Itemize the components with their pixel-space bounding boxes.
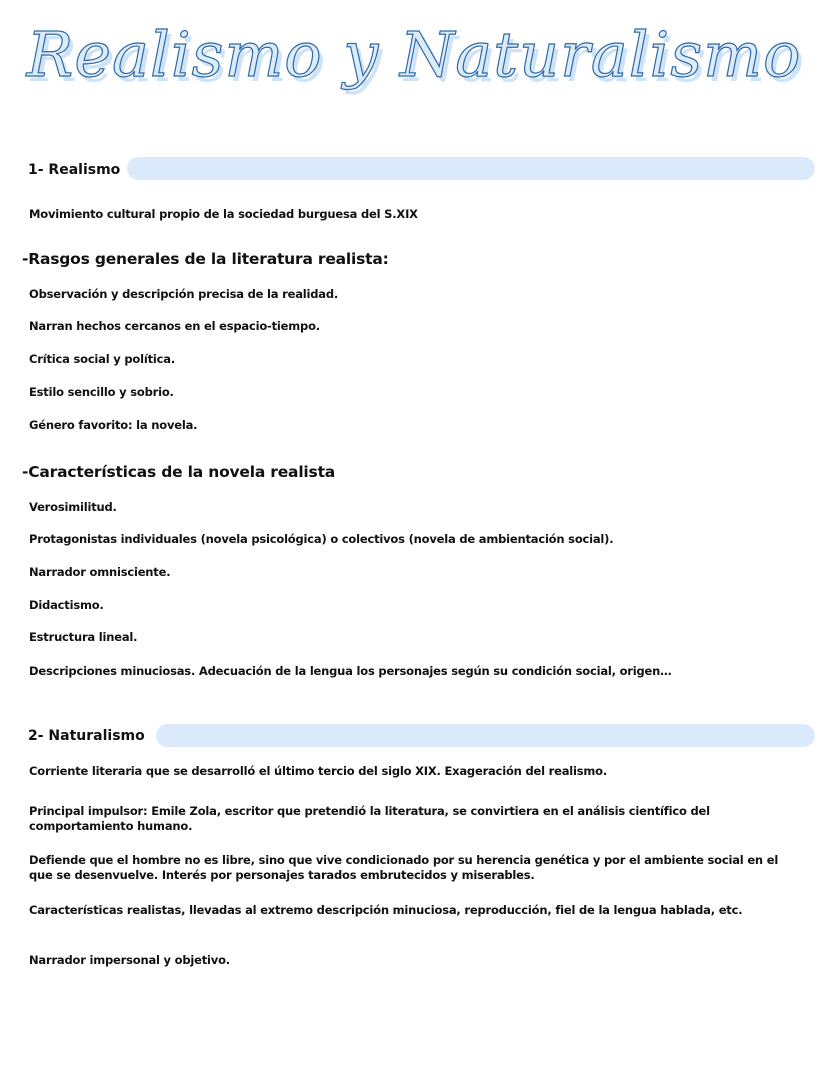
list-item: Descripciones minuciosas. Adecuación de la lengua los personajes según su condición social, origen… bbox=[29, 664, 672, 678]
page-title: Realismo y Naturalismo bbox=[26, 18, 802, 91]
list-item: Observación y descripción precisa de la realidad. bbox=[29, 287, 339, 301]
list-item: Didactismo. bbox=[29, 598, 104, 612]
section-header-naturalismo bbox=[28, 724, 151, 748]
list-item: Género favorito: la novela. bbox=[29, 418, 198, 432]
list-item: Narrador impersonal y objetivo. bbox=[29, 953, 230, 967]
section-header-bar bbox=[156, 724, 815, 747]
list-item: Verosimilitud. bbox=[29, 500, 117, 514]
list-item: Corriente literaria que se desarrolló el último tercio del siglo XIX. Exageración del realismo. bbox=[29, 764, 608, 778]
list-item: Estilo sencillo y sobrio. bbox=[29, 385, 174, 399]
section-header-realismo bbox=[28, 158, 126, 182]
subsection-heading: -Rasgos generales de la literatura realista: bbox=[22, 250, 389, 268]
section-heading: 1- Realismo bbox=[28, 162, 121, 178]
section-heading: 2- Naturalismo bbox=[28, 728, 145, 744]
section-header-bar bbox=[127, 157, 815, 180]
list-item: Narran hechos cercanos en el espacio-tiempo. bbox=[29, 319, 320, 333]
list-item: Estructura lineal. bbox=[29, 630, 138, 644]
list-item: Crítica social y política. bbox=[29, 352, 175, 366]
list-item: Protagonistas individuales (novela psicológica) o colectivos (novela de ambientación social). bbox=[29, 532, 614, 546]
section-intro: Movimiento cultural propio de la sociedad burguesa del S.XIX bbox=[29, 207, 418, 221]
list-item: Principal impulsor: Emile Zola, escritor que pretendió la literatura, se convirtiera en el análisis científico del comportamiento humano. bbox=[29, 804, 710, 833]
list-item: Narrador omnisciente. bbox=[29, 565, 171, 579]
subsection-heading: -Características de la novela realista bbox=[22, 463, 336, 481]
list-item: Defiende que el hombre no es libre, sino que vive condicionado por su herencia genética y por el ambiente social en el que se desenvuelve. Interés por personajes tarados embrutecidos y miserables. bbox=[29, 853, 779, 882]
list-item: Características realistas, llevadas al extremo descripción minuciosa, reproducción, fiel de la lengua hablada, etc. bbox=[29, 903, 743, 917]
